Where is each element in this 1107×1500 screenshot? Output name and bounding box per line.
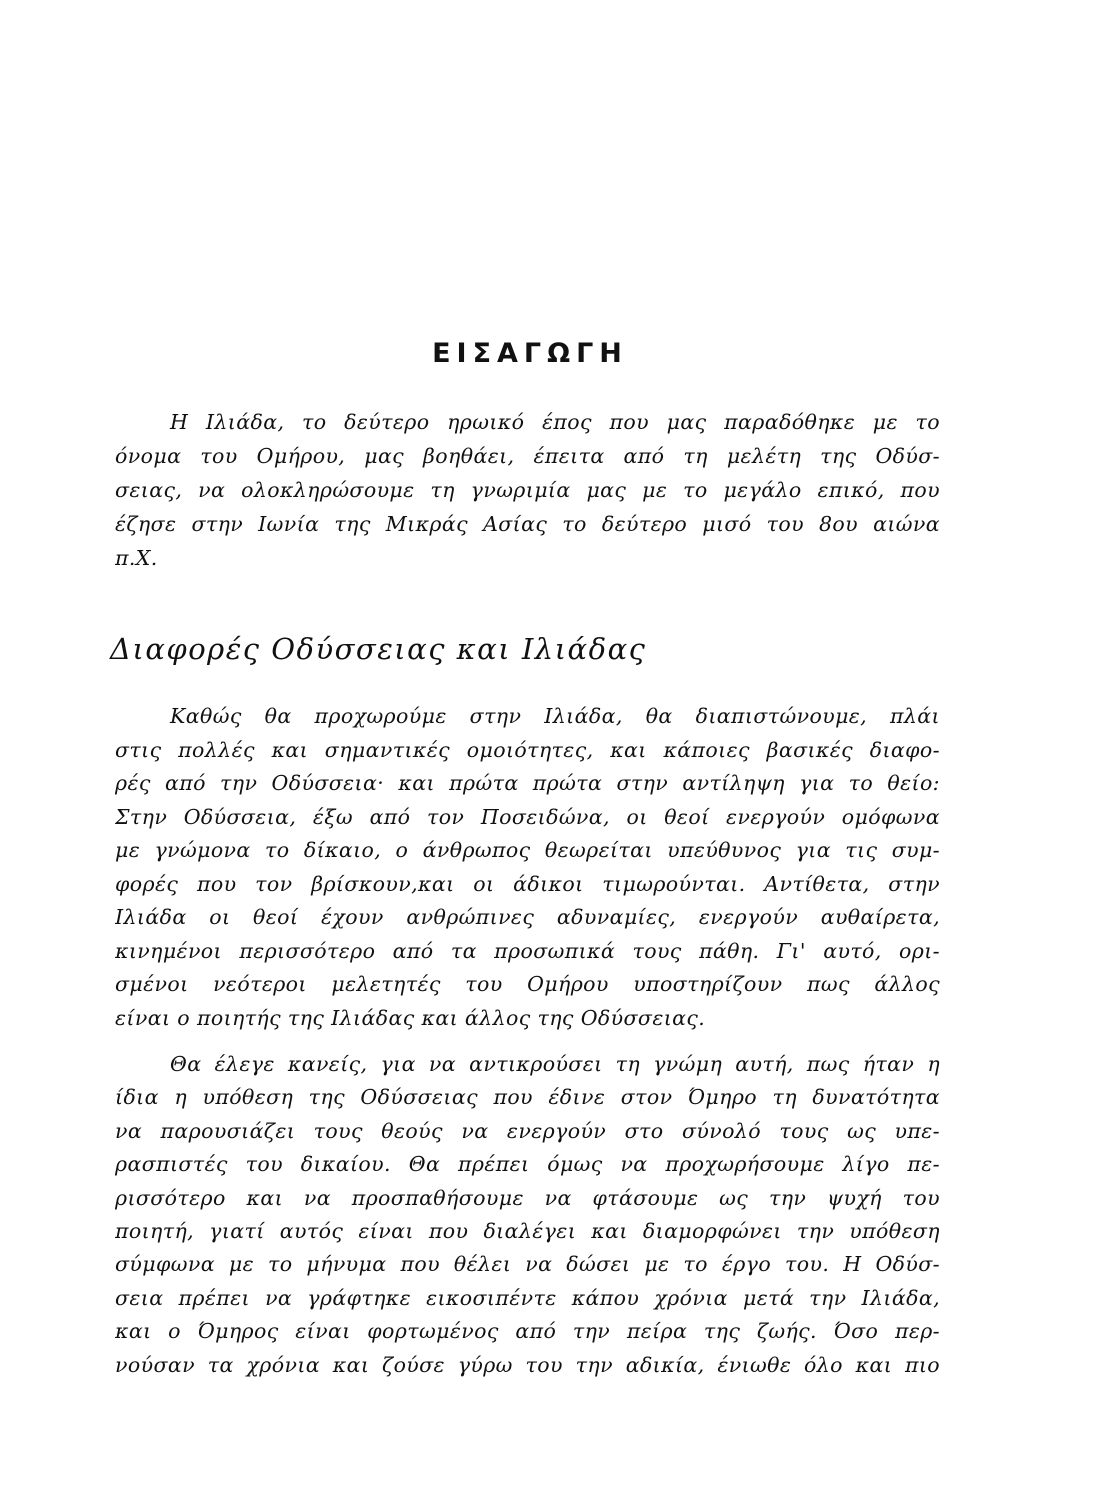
text-line: ποιητή, γιατί αυτός είναι που διαλέγει και διαμορφώνει την υπόθεση <box>115 1219 940 1244</box>
text-line: σειας, να ολοκληρώσουμε τη γνωριμία μας με το μεγάλο επικό, που <box>115 478 940 502</box>
text-line: στις πολλές και σημαντικές ομοιότητες, και κάποιες βασικές διαφο- <box>115 737 940 762</box>
page-title: ΕΙΣΑΓΩΓΗ <box>432 338 628 369</box>
text-line: ρισσότερο και να προσπαθήσουμε να φτάσουμε ως την ψυχή του <box>115 1185 940 1210</box>
text-line: σμένοι νεότεροι μελετητές του Ομήρου υποστηρίζουν πως άλλος <box>115 972 940 996</box>
text-line: και ο Όμηρος είναι φορτωμένος από την πείρα της ζωής. Όσο περ- <box>115 1319 940 1344</box>
text-line: είναι ο ποιητής της Ιλιάδας και άλλος της Οδύσσειας. <box>115 1005 706 1030</box>
text-line: ρές από την Οδύσσεια· και πρώτα πρώτα στην αντίληψη για το θείο: <box>115 771 940 795</box>
text-line: ίδια η υπόθεση της Οδύσσειας που έδινε στον Όμηρο τη δυνατότητα <box>115 1085 940 1110</box>
text-line: Θα έλεγε κανείς, για να αντικρούσει τη γνώμη αυτή, πως ήταν η <box>170 1052 940 1076</box>
text-line: όνομα του Ομήρου, μας βοηθάει, έπειτα από τη μελέτη της Οδύσ- <box>115 444 940 468</box>
text-line: Στην Οδύσσεια, έξω από τον Ποσειδώνα, οι θεοί ενεργούν ομόφωνα <box>115 804 940 829</box>
text-line: σεια πρέπει να γράφτηκε εικοσιπέντε κάπου χρόνια μετά την Ιλιάδα, <box>115 1285 940 1310</box>
body-paragraph-2 <box>115 1048 940 1382</box>
text-line: Καθώς θα προχωρούμε στην Ιλιάδα, θα διαπιστώνουμε, πλάι <box>170 704 940 728</box>
body-paragraph-1 <box>115 700 940 1035</box>
section-heading: Διαφορές Οδύσσειας και Ιλιάδας <box>110 632 647 666</box>
text-line: κινημένοι περισσότερο από τα προσωπικά τους πάθη. Γι' αυτό, ορι- <box>115 938 940 963</box>
text-line: Η Ιλιάδα, το δεύτερο ηρωικό έπος που μας παραδόθηκε με το <box>170 410 940 434</box>
text-line: Ιλιάδα οι θεοί έχουν ανθρώπινες αδυναμίες, ενεργούν αυθαίρετα, <box>115 905 940 929</box>
text-line: νούσαν τα χρόνια και ζούσε γύρω του την αδικία, ένιωθε όλο και πιο <box>115 1352 940 1377</box>
text-line: με γνώμονα το δίκαιο, ο άνθρωπος θεωρείται υπεύθυνος για τις συμ- <box>115 838 940 862</box>
text-line: να παρουσιάζει τους θεούς να ενεργούν στο σύνολό τους ως υπε- <box>115 1118 940 1143</box>
text-line: σύμφωνα με το μήνυμα που θέλει να δώσει με το έργο του. Η Οδύσ- <box>115 1252 940 1277</box>
text-line: ρασπιστές του δικαίου. Θα πρέπει όμως να προχωρήσουμε λίγο πε- <box>115 1152 940 1177</box>
intro-paragraph <box>115 405 940 575</box>
text-line: π.Χ. <box>115 546 158 570</box>
text-line: φορές που τον βρίσκουν,και οι άδικοι τιμωρούνται. Αντίθετα, στην <box>115 871 940 896</box>
text-line: έζησε στην Ιωνία της Μικράς Ασίας το δεύτερο μισό του 8ου αιώνα <box>115 512 940 536</box>
